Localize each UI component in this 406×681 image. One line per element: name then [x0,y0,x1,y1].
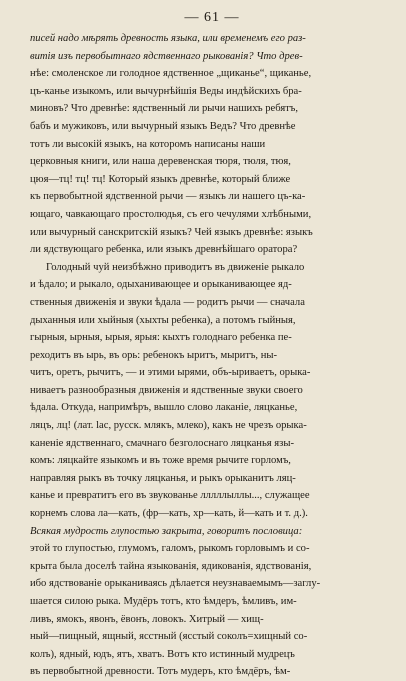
text-line-32: ибо ядствованіе орыканиваясь дѣлается неузнаваемымъ—заглу- [30,578,321,590]
page-number: — 61 — [184,10,240,25]
text-line-15: и ѣдало; и рыкало, одыханивающее и орыканивающее яд- [30,279,292,291]
text-line-10: къ первобытной ядственной рычи — языкъ ли нашего цъ-ка- [30,191,306,203]
text-line-8: церковныя книги, или наша деревенская тюря, тюля, тюя, [30,156,291,168]
text-line-26: направляя рыкъ въ точку ляцканья, и рыкъ орыканитъ ляц- [30,472,296,484]
text-line-22: ѣдала. Откуда, напримѣръ, вышло слово лаканіе, ляцканье, [30,402,298,414]
text-line-9: цюя—тц! тц! тц! Который языкъ древнѣе, который ближе [30,173,291,185]
text-line-16: ственныя движенія и звуки ѣдала — родитъ рычи — сначала [30,296,305,308]
text-line-14: Голодный чуй неизбѣжно приводитъ въ движеніе рыкало [46,261,305,273]
text-line-1: писей надо мѣрять древность языка, или временемъ его раз- [30,33,306,44]
text-line-20: читъ, оретъ, рычитъ, — и этими ырями, объ-ыриваетъ, орыка- [30,367,311,379]
text-line-28: корнемъ слова ла—кать, (фр—кать, хр—кать, й—кать и т. д.). [30,508,308,520]
text-line-21: ниваетъ разнообразныя движенія и ядственные звуки своего [30,384,303,396]
text-line-30: этой то глупостью, глумомъ, галомъ, рыкомъ горловымъ и со- [30,543,310,555]
text-line-17: дыханныя или хыйныя (хыхты ребенка), а потомъ гыйныя, [30,314,296,326]
text-line-24: каненіе ядственнаго, смачнаго безголоснаго ляцканья язы- [30,437,295,449]
text-line-12: или вычурный санскритскій языкъ? Чей языкъ древнѣе: языкъ [30,226,313,238]
text-line-25: комъ: ляцкайте языкомъ и въ тоже время рычите горломъ, [30,455,291,467]
text-line-23: ляцъ, лц! (лат. lac, русск. млякъ, млеко), какъ не чрезъ орыка- [30,420,307,432]
text-line-33: шается силою рыка. Мудёръ тотъ, кто ѣмдеръ, ѣмливъ, им- [30,596,297,607]
text-line-34: ливъ, ямокъ, явонъ, ёвонъ, ловокъ. Хитрый — хищ- [30,613,264,625]
text-line-6: бабъ и мужиковъ, или вычурный языкъ Ведъ? Что древнѣе [30,120,296,132]
text-line-2: витія изъ первобытнаго ядственнаго рыкованія? Что древ- [30,50,303,62]
text-line-4: цъ-канье изыкомъ, или вычурнѣйшія Веды индѣйскихъ бра- [30,85,302,97]
text-line-36: колъ), ядный, юдъ, ятъ, хватъ. Вотъ кто истинный мудрецъ [30,648,295,660]
text-line-3: нѣе: смоленское ли голодное ядственное „щиканье“, щиканье, [30,68,312,80]
text-line-11: ющаго, чавкающаго простолюдья, съ его чечулями хлѣбными, [30,208,312,220]
body-text [30,30,394,681]
text-line-19: реходитъ въ ырь, въ орь: ребенокъ ыритъ, мыритъ, ны- [30,349,278,361]
text-line-37: въ первобытной древности. Тотъ мудеръ, кто ѣмдёръ, ѣм- [30,666,291,678]
text-line-31: крыта была доселѣ тайна языкованія, ядикованія, ядствованія, [30,560,312,572]
text-line-35: ный—пищный, ящный, ясстный (ясстый соколъ=хищный со- [30,631,308,643]
text-line-13: ли ядствующаго ребенка, или языкъ древнѣйшаго оратора? [30,244,298,256]
text-line-29: Всякая мудрость глупостью закрыта, говоритъ пословица: [30,525,303,537]
text-line-18: гырныя, ырныя, ырыя, ярыя: кыхтъ голоднаго ребенка пе- [30,332,292,344]
text-line-27: канье и превратитъ его въ звукованье лллллыллы..., служащее [30,490,310,502]
text-line-7: тотъ ли высокій языкъ, на которомъ написаны наши [30,138,266,150]
text-line-5: миновъ? Что древнѣе: ядственный ли рычи нашихъ ребятъ, [30,103,298,115]
